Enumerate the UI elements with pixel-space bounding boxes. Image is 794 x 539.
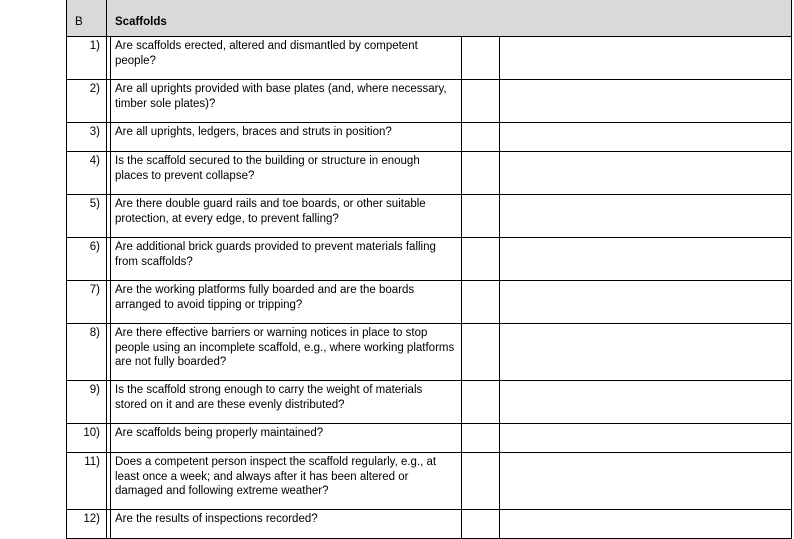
comment-cell[interactable] bbox=[500, 453, 792, 510]
question-text: Are scaffolds erected, altered and dismantled by competent people? bbox=[107, 37, 462, 80]
comment-cell[interactable] bbox=[500, 238, 792, 281]
section-header-row bbox=[67, 0, 792, 37]
answer-cell[interactable] bbox=[462, 281, 500, 324]
section-letter: B bbox=[67, 0, 107, 37]
comment-cell[interactable] bbox=[500, 510, 792, 539]
question-text: Does a competent person inspect the scaffold regularly, e.g., at least once a week; and always after it has been altered or damaged and following extreme weather? bbox=[107, 453, 462, 510]
answer-cell[interactable] bbox=[462, 424, 500, 453]
table-row bbox=[67, 80, 792, 123]
section-title: Scaffolds bbox=[107, 0, 792, 37]
row-number: 12) bbox=[67, 510, 107, 539]
question-text: Are all uprights provided with base plates (and, where necessary, timber sole plates)? bbox=[107, 80, 462, 123]
table-row bbox=[67, 123, 792, 152]
table-row bbox=[67, 510, 792, 539]
answer-cell[interactable] bbox=[462, 510, 500, 539]
question-text: Are the working platforms fully boarded and are the boards arranged to avoid tipping or tripping? bbox=[107, 281, 462, 324]
table-row bbox=[67, 281, 792, 324]
answer-cell[interactable] bbox=[462, 195, 500, 238]
question-text: Are there effective barriers or warning notices in place to stop people using an incomplete scaffold, e.g., where working platforms are not fully boarded? bbox=[107, 324, 462, 381]
question-text: Are there double guard rails and toe boards, or other suitable protection, at every edge, to prevent falling? bbox=[107, 195, 462, 238]
comment-cell[interactable] bbox=[500, 123, 792, 152]
answer-cell[interactable] bbox=[462, 238, 500, 281]
answer-cell[interactable] bbox=[462, 453, 500, 510]
row-number: 8) bbox=[67, 324, 107, 381]
row-number: 1) bbox=[67, 37, 107, 80]
comment-cell[interactable] bbox=[500, 80, 792, 123]
comment-cell[interactable] bbox=[500, 195, 792, 238]
question-text: Is the scaffold strong enough to carry the weight of materials stored on it and are these evenly distributed? bbox=[107, 381, 462, 424]
row-number: 11) bbox=[67, 453, 107, 510]
table-row bbox=[67, 238, 792, 281]
table-row bbox=[67, 453, 792, 510]
answer-cell[interactable] bbox=[462, 381, 500, 424]
question-text: Are scaffolds being properly maintained? bbox=[107, 424, 462, 453]
table-row bbox=[67, 195, 792, 238]
table-row bbox=[67, 37, 792, 80]
comment-cell[interactable] bbox=[500, 381, 792, 424]
question-text: Are all uprights, ledgers, braces and struts in position? bbox=[107, 123, 462, 152]
row-number: 4) bbox=[67, 152, 107, 195]
answer-cell[interactable] bbox=[462, 324, 500, 381]
comment-cell[interactable] bbox=[500, 37, 792, 80]
table-row bbox=[67, 152, 792, 195]
answer-cell[interactable] bbox=[462, 80, 500, 123]
table-row bbox=[67, 424, 792, 453]
answer-cell[interactable] bbox=[462, 123, 500, 152]
row-number: 7) bbox=[67, 281, 107, 324]
answer-cell[interactable] bbox=[462, 152, 500, 195]
row-number: 10) bbox=[67, 424, 107, 453]
row-number: 2) bbox=[67, 80, 107, 123]
row-number: 6) bbox=[67, 238, 107, 281]
table-row bbox=[67, 381, 792, 424]
question-text: Are the results of inspections recorded? bbox=[107, 510, 462, 539]
scaffold-checklist-table bbox=[66, 0, 792, 539]
question-text: Is the scaffold secured to the building or structure in enough places to prevent collapse? bbox=[107, 152, 462, 195]
question-text: Are additional brick guards provided to prevent materials falling from scaffolds? bbox=[107, 238, 462, 281]
row-number: 5) bbox=[67, 195, 107, 238]
row-number: 3) bbox=[67, 123, 107, 152]
row-number: 9) bbox=[67, 381, 107, 424]
comment-cell[interactable] bbox=[500, 281, 792, 324]
table-row bbox=[67, 324, 792, 381]
comment-cell[interactable] bbox=[500, 152, 792, 195]
answer-cell[interactable] bbox=[462, 37, 500, 80]
comment-cell[interactable] bbox=[500, 424, 792, 453]
checklist-sheet bbox=[66, 0, 792, 539]
comment-cell[interactable] bbox=[500, 324, 792, 381]
